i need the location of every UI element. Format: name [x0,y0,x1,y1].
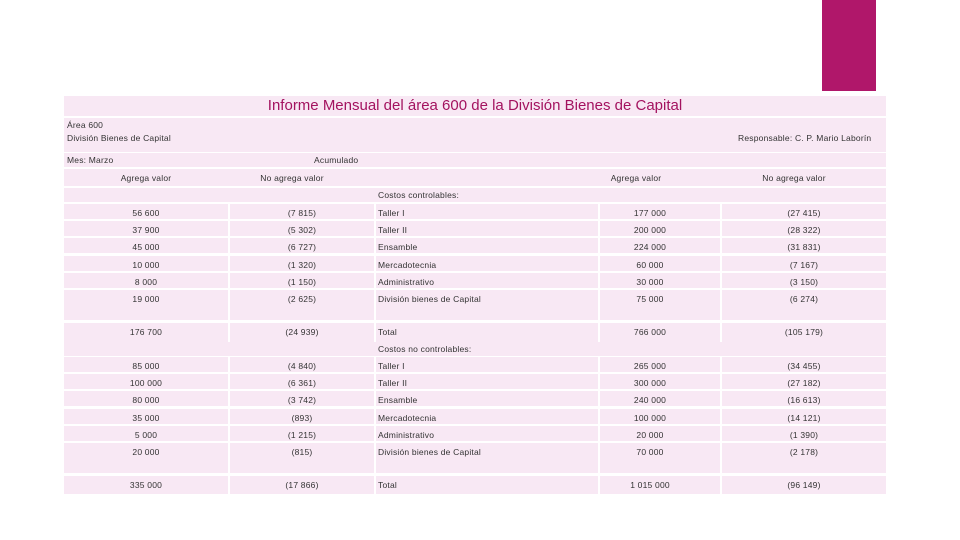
area-label: Área 600 [67,120,104,130]
acum-no-agrega-valor-cell: (3 150) [789,277,819,287]
acumulado-label: Acumulado [314,155,359,165]
acum-agrega-valor-cell: 1 015 000 [630,480,670,490]
section-band [64,188,886,202]
mes-no-agrega-valor-cell: (24 939) [285,327,319,337]
acum-no-agrega-valor-cell: (6 274) [789,294,819,304]
acum-no-agrega-valor-cell: (2 178) [789,447,819,457]
acum-agrega-valor-cell: 766 000 [633,327,667,337]
column-divider [374,204,376,219]
acum-no-agrega-valor-cell: (1 390) [789,430,819,440]
column-divider [374,290,376,320]
period-band [64,153,886,167]
column-divider [374,426,376,441]
mes-agrega-valor-cell: 10 000 [132,260,160,270]
acum-no-agrega-valor-cell: (31 831) [787,242,821,252]
concepto-cell: Total [378,480,397,490]
col-header-agrega-valor-acum: Agrega valor [610,173,662,183]
column-divider [374,221,376,236]
acum-agrega-valor-cell: 20 000 [636,430,664,440]
mes-agrega-valor-cell: 56 600 [132,208,160,218]
column-divider [374,238,376,253]
mes-agrega-valor-cell: 100 000 [129,378,163,388]
acum-agrega-valor-cell: 100 000 [633,413,667,423]
acum-agrega-valor-cell: 224 000 [633,242,667,252]
acum-no-agrega-valor-cell: (16 613) [787,395,821,405]
acum-no-agrega-valor-cell: (14 121) [787,413,821,423]
mes-no-agrega-valor-cell: (5 302) [287,225,317,235]
mes-no-agrega-valor-cell: (4 840) [287,361,317,371]
concepto-cell: División bienes de Capital [378,294,482,304]
column-divider [374,357,376,372]
acum-agrega-valor-cell: 30 000 [636,277,664,287]
mes-agrega-valor-cell: 85 000 [132,361,160,371]
mes-no-agrega-valor-cell: (815) [291,447,313,457]
mes-agrega-valor-cell: 335 000 [129,480,163,490]
col-header-agrega-valor-mes: Agrega valor [120,173,172,183]
acum-agrega-valor-cell: 177 000 [633,208,667,218]
column-divider [374,256,376,271]
column-divider [374,476,376,494]
column-divider [374,409,376,424]
mes-no-agrega-valor-cell: (3 742) [287,395,317,405]
mes-no-agrega-valor-cell: (17 866) [285,480,319,490]
concepto-cell: División bienes de Capital [378,447,482,457]
acum-no-agrega-valor-cell: (96 149) [787,480,821,490]
mes-label: Mes: Marzo [67,155,114,165]
col-header-no-agrega-valor-mes: No agrega valor [260,173,324,183]
title-band [64,96,886,116]
mes-agrega-valor-cell: 8 000 [134,277,158,287]
mes-agrega-valor-cell: 5 000 [134,430,158,440]
mes-no-agrega-valor-cell: (2 625) [287,294,317,304]
division-label: División Bienes de Capital [67,133,171,143]
mes-agrega-valor-cell: 176 700 [129,327,163,337]
column-divider [374,443,376,473]
acum-agrega-valor-cell: 265 000 [633,361,667,371]
concepto-cell: Taller II [378,378,408,388]
concepto-cell: Ensamble [378,242,418,252]
concepto-cell: Mercadotecnia [378,413,437,423]
concepto-cell: Taller I [378,361,405,371]
column-divider [374,391,376,406]
column-divider [374,273,376,288]
acum-no-agrega-valor-cell: (105 179) [784,327,824,337]
col-header-no-agrega-valor-acum: No agrega valor [762,173,826,183]
mes-no-agrega-valor-cell: (7 815) [287,208,317,218]
mes-agrega-valor-cell: 45 000 [132,242,160,252]
mes-no-agrega-valor-cell: (6 361) [287,378,317,388]
acum-agrega-valor-cell: 60 000 [636,260,664,270]
section-band [64,342,886,356]
concepto-cell: Ensamble [378,395,418,405]
acum-no-agrega-valor-cell: (28 322) [787,225,821,235]
accent-bar [822,0,876,91]
section-label: Costos no controlables: [378,344,472,354]
concepto-cell: Mercadotecnia [378,260,437,270]
mes-agrega-valor-cell: 20 000 [132,447,160,457]
mes-no-agrega-valor-cell: (1 320) [287,260,317,270]
mes-no-agrega-valor-cell: (893) [291,413,313,423]
acum-no-agrega-valor-cell: (27 182) [787,378,821,388]
mes-agrega-valor-cell: 80 000 [132,395,160,405]
acum-no-agrega-valor-cell: (27 415) [787,208,821,218]
concepto-cell: Administrativo [378,430,435,440]
acum-agrega-valor-cell: 200 000 [633,225,667,235]
column-divider [374,374,376,389]
concepto-cell: Taller II [378,225,408,235]
acum-agrega-valor-cell: 240 000 [633,395,667,405]
concepto-cell: Total [378,327,397,337]
acum-agrega-valor-cell: 75 000 [636,294,664,304]
responsable-label: Responsable: C. P. Mario Laborín [738,133,872,143]
concepto-cell: Taller I [378,208,405,218]
concepto-cell: Administrativo [378,277,435,287]
section-label: Costos controlables: [378,190,460,200]
mes-agrega-valor-cell: 35 000 [132,413,160,423]
acum-agrega-valor-cell: 300 000 [633,378,667,388]
acum-no-agrega-valor-cell: (7 167) [789,260,819,270]
mes-agrega-valor-cell: 37 900 [132,225,160,235]
acum-no-agrega-valor-cell: (34 455) [787,361,821,371]
mes-no-agrega-valor-cell: (1 150) [287,277,317,287]
report-title: Informe Mensual del área 600 de la División Bienes de Capital [267,97,683,114]
mes-agrega-valor-cell: 19 000 [132,294,160,304]
acum-agrega-valor-cell: 70 000 [636,447,664,457]
mes-no-agrega-valor-cell: (6 727) [287,242,317,252]
mes-no-agrega-valor-cell: (1 215) [287,430,317,440]
